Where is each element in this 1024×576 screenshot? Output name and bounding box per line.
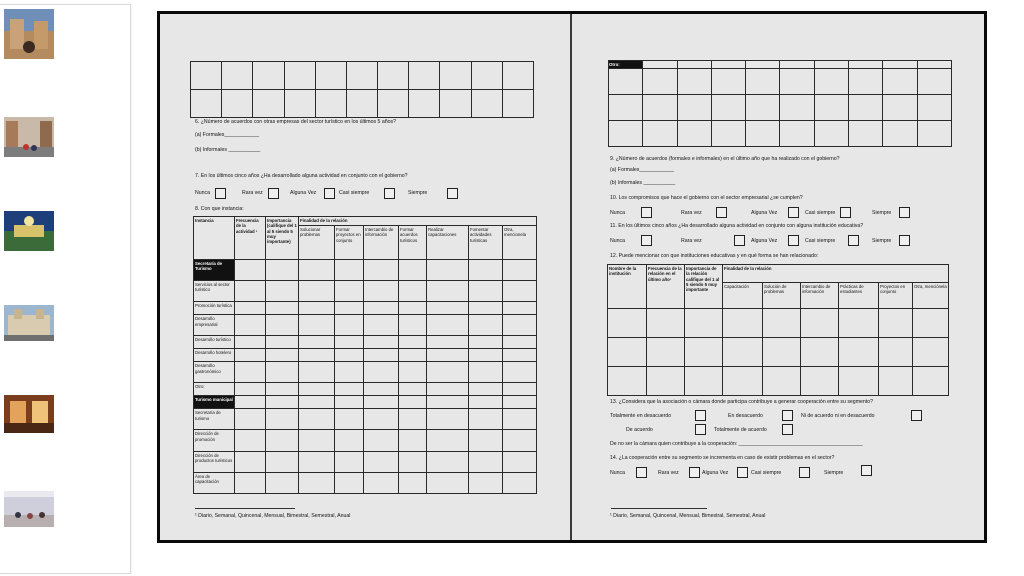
q7-rara-label: Rara vez [242, 190, 263, 196]
th-proyectos-conjunto: Proyectos en conjunto [879, 282, 913, 309]
question-7: 7. En los últimos cinco años ¿Ha desarrollado alguna actividad en conjunto con el gobierno? [195, 173, 408, 179]
slide-thumbnail-strip [0, 4, 131, 574]
q7-rara-checkbox[interactable] [268, 188, 279, 199]
survey-page-left [160, 14, 565, 540]
q11-casi-label: Casi siempre [805, 238, 836, 244]
footnote-divider [195, 508, 295, 509]
q10-casi-checkbox[interactable] [840, 207, 851, 218]
q14-rara-checkbox[interactable] [689, 467, 700, 478]
th-finalidad: Finalidad de la relación [299, 217, 537, 226]
q10-nunca-label: Nunca [610, 210, 625, 216]
q11-nunca-checkbox[interactable] [641, 235, 652, 246]
th-importancia-rel: Importancia de la relación califique del 1 al 5 siendo 5 muy importante [685, 265, 723, 309]
survey-page-right [578, 14, 984, 540]
q10-alguna-checkbox[interactable] [788, 207, 799, 218]
q13-ed-checkbox[interactable] [782, 410, 793, 421]
q11-casi-checkbox[interactable] [848, 235, 859, 246]
thumb-street-crowd[interactable] [4, 117, 54, 157]
q13-td-checkbox[interactable] [695, 410, 706, 421]
question-8: 8. Con que instancia: [195, 206, 244, 212]
th-finalidad-rel: Finalidad de la relación [723, 265, 949, 283]
th-importancia: Importancia (califique del 1 al 5 siendo 5 muy importante) [266, 217, 299, 260]
q14-casi-label: Casi siempre [751, 470, 782, 476]
q13-ni-label: Ni de acuerdo ni en desacuerdo [801, 413, 875, 419]
q7-siempre-label: Siempre [408, 190, 428, 196]
th-acuerdos: Formar acuerdos turísticos [399, 226, 427, 260]
q11-siempre-checkbox[interactable] [899, 235, 910, 246]
document-slide [157, 11, 987, 543]
q11-alguna-checkbox[interactable] [788, 235, 799, 246]
th-intercambio-info: Intercambio de información [801, 282, 839, 309]
q7-nunca-label: Nunca [195, 190, 210, 196]
th-proyectos: Formar proyectos en conjunto [335, 226, 364, 260]
q14-alguna-label: Alguna Vez [702, 470, 729, 476]
thumb-cathedral-plaza[interactable] [4, 9, 54, 59]
q13-ed-label: En desacuerdo [728, 413, 763, 419]
thumb-hotel-lobby[interactable] [4, 395, 54, 433]
thumb-panorama[interactable] [4, 211, 54, 251]
q7-casi-label: Casi siempre [339, 190, 370, 196]
q11-rara-checkbox[interactable] [734, 235, 745, 246]
thumb-shopping-street[interactable] [4, 491, 54, 527]
th-intercambio: Intercambio de información [364, 226, 399, 260]
table-row-label: Desarrollo hotelero [194, 349, 235, 362]
q10-rara-label: Rara vez [681, 210, 702, 216]
th-capacitacion: Capacitación [723, 282, 763, 309]
q11-nunca-label: Nunca [610, 238, 625, 244]
q7-casi-checkbox[interactable] [384, 188, 395, 199]
q10-alguna-label: Alguna Vez [751, 210, 778, 216]
q10-siempre-label: Siempre [872, 210, 892, 216]
table-row-label: Desarrollo empresarial [194, 315, 235, 336]
th-solucion: Solución de problemas [763, 282, 801, 309]
q14-nunca-label: Nunca [610, 470, 625, 476]
table-row-label: Secretaría de turismo [194, 409, 235, 430]
table-row-label: Desarrollo turístico [194, 336, 235, 349]
footnote-left: ¹ Diario, Semanal, Quincenal, Mensual, Bimestral, Semestral, Anual [195, 513, 351, 519]
table-row-label: Servicios al sector turístico [194, 281, 235, 302]
q13-da-checkbox[interactable] [695, 424, 706, 435]
table-row-label: Área de capacitación [194, 472, 235, 493]
q14-alguna-checkbox[interactable] [737, 467, 748, 478]
q13-ta-label: Totalmente de acuerdo [714, 427, 767, 433]
q13-da-label: De acuerdo [626, 427, 653, 433]
q14-siempre-label: Siempre [824, 470, 844, 476]
table-row-label: Desarrollo gastronómico [194, 362, 235, 383]
question-6: 6. ¿Número de acuerdos con otras empresas del sector turístico en los últimos 5 años? [195, 119, 396, 125]
th-practicas: Prácticas de estudiantes [839, 282, 879, 309]
q10-casi-label: Casi siempre [805, 210, 836, 216]
q7-nunca-checkbox[interactable] [215, 188, 226, 199]
th-otra-rel: Otra, menciónela [913, 282, 949, 309]
table-row-label: Promoción turística [194, 302, 235, 315]
th-fomentar: Fomentar actividades turísticas [469, 226, 503, 260]
question-12: 12. Puede mencionar con que instituciones educativas y en qué forma se han relacionado: [610, 253, 819, 259]
q10-siempre-checkbox[interactable] [899, 207, 910, 218]
q13-cooperation-field[interactable]: De no ser la cámara quien contribuye a la cooperación: ___________________________________________ [610, 441, 863, 447]
grid-table-top-right [608, 60, 952, 147]
otro-label: Otro: [609, 61, 643, 69]
th-capacitaciones: Realizar capacitaciones [427, 226, 469, 260]
grid-table-top-left [190, 61, 534, 118]
q7-alguna-label: Alguna Vez [290, 190, 317, 196]
question-13: 13. ¿Considera que la asociación o cámara donde participa contribuye a generar cooperación entre su segmento? [610, 399, 873, 405]
question-9: 9. ¿Número de acuerdos (formales e informales) en el último año que ha realizado con el gobierno? [610, 156, 840, 162]
th-otra: Otra, mencionela [503, 226, 537, 260]
q14-nunca-checkbox[interactable] [636, 467, 647, 478]
th-nombre: Nombre de la institución [608, 265, 647, 309]
q10-rara-checkbox[interactable] [716, 207, 727, 218]
table-row-label: Dirección de promoción [194, 430, 235, 451]
question-11: 11. En los últimos cinco años ¿Ha desarrollado alguna actividad en conjunto con alguna institución educativa? [610, 223, 864, 229]
footnote-right: ¹ Diario, Semanal, Quincenal, Mensual, Bimestral, Semestral, Anual [610, 513, 766, 519]
q9-informales-field[interactable]: (b) Informales ___________ [610, 180, 676, 186]
q13-td-label: Totalmente en desacuerdo [610, 413, 672, 419]
q6-informales-field[interactable]: (b) Informales ___________ [195, 147, 261, 153]
page-gutter [565, 14, 578, 540]
footnote-divider-right [611, 508, 707, 509]
question-14: 14. ¿La cooperación entre su segmento se incrementa en caso de existir problemas en el sector? [610, 455, 835, 461]
q13-ta-checkbox[interactable] [782, 424, 793, 435]
table-row-label: Dirección de productos turísticos [194, 451, 235, 472]
th-frecuencia-rel: Frecuencia de la relación en el último año¹ [647, 265, 685, 309]
q10-nunca-checkbox[interactable] [641, 207, 652, 218]
q11-rara-label: Rara vez [681, 238, 702, 244]
th-instancia: Instancia [194, 217, 235, 260]
th-solucionar: Solucionar problemas [299, 226, 335, 260]
instance-table [193, 216, 537, 494]
q6-formales-field[interactable]: (a) Formales____________ [195, 132, 260, 138]
institution-table [607, 264, 949, 396]
table-row-label: Otro: [194, 383, 235, 396]
question-10: 10. Los compromisos que hace el gobierno con el sector empresarial ¿se cumplen? [610, 195, 803, 201]
q9-formales-field[interactable]: (a) Formales____________ [610, 167, 675, 173]
q13-ni-checkbox[interactable] [911, 410, 922, 421]
q7-alguna-checkbox[interactable] [324, 188, 335, 199]
q14-siempre-checkbox[interactable] [861, 465, 872, 476]
th-frecuencia: Frecuencia de la actividad ¹ [235, 217, 266, 260]
q11-siempre-label: Siempre [872, 238, 892, 244]
q7-siempre-checkbox[interactable] [447, 188, 458, 199]
thumb-colonial-building[interactable] [4, 305, 54, 341]
section-turismo-municipal: Turismo municipal [194, 396, 235, 409]
q14-casi-checkbox[interactable] [799, 467, 810, 478]
q11-alguna-label: Alguna Vez [751, 238, 778, 244]
section-secretaria-turismo: Secretaría de Turismo [194, 260, 235, 281]
q14-rara-label: Rara vez [658, 470, 679, 476]
